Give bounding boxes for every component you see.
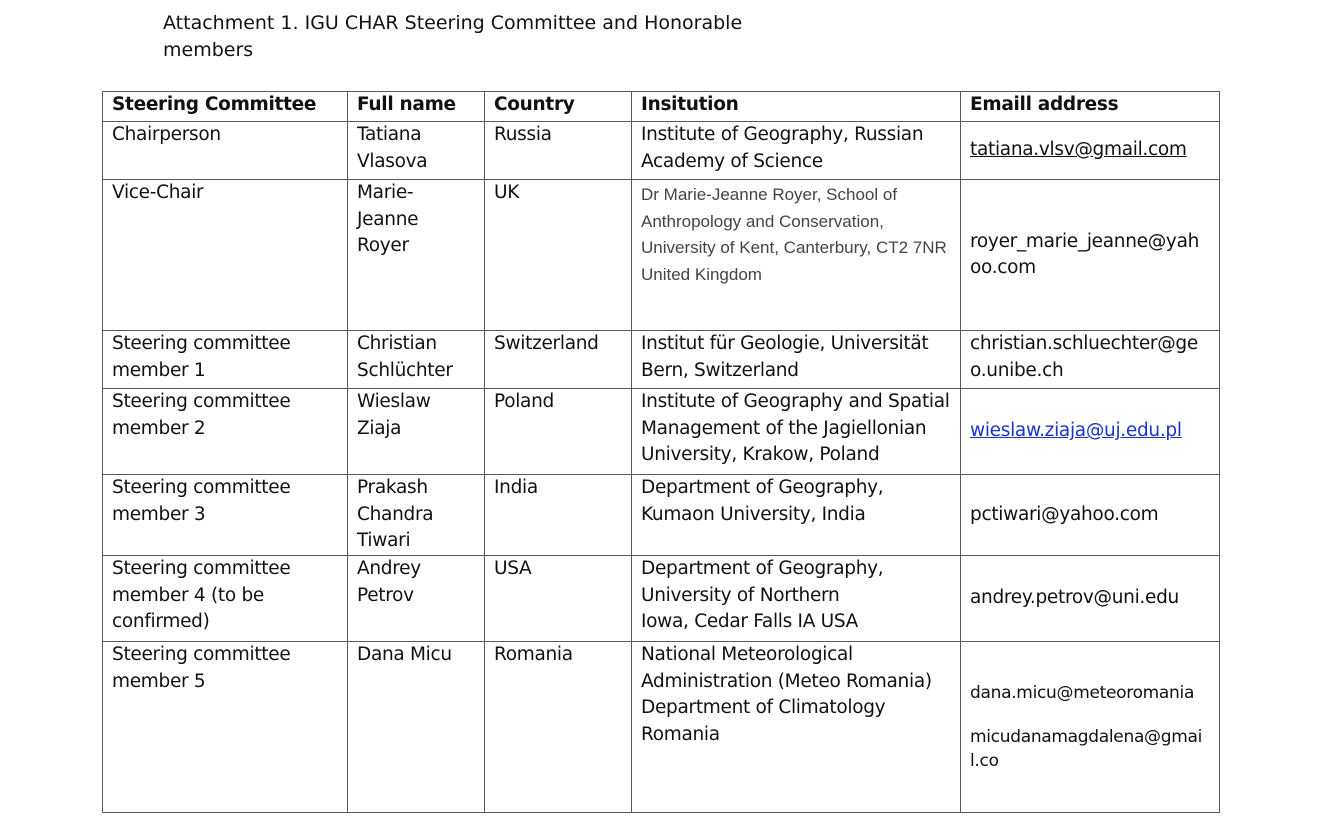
cell-role: Steering committee member 3: [103, 475, 348, 556]
cell-email: [961, 180, 1220, 331]
header-country: Country: [485, 92, 632, 122]
cell-name: [348, 180, 485, 331]
table-row: [103, 642, 1220, 813]
cell-role: Steering committee member 5: [103, 642, 348, 813]
cell-role: Steering committee member 1: [103, 331, 348, 389]
institution-text: National Meteorological Administration (Meteo Romania) Department of Climatology Romania: [641, 644, 932, 745]
cell-institution: [632, 475, 961, 556]
header-full-name: Full name: [348, 92, 485, 122]
header-email: Emaill address: [961, 92, 1220, 122]
email-link[interactable]: wieslaw.ziaja@uj.edu.pl: [970, 420, 1182, 442]
table-row: [103, 389, 1220, 475]
cell-email: pctiwari@yahoo.com: [961, 475, 1220, 556]
cell-country: Switzerland: [485, 331, 632, 389]
table-row: [103, 475, 1220, 556]
email-gap: [970, 705, 1210, 725]
name-text: Prakash Chandra Tiwari: [357, 477, 434, 551]
cell-role: Steering committee member 2: [103, 389, 348, 475]
cell-name: Christian Schlüchter: [348, 331, 485, 389]
email-text: royer_marie_jeanne@yahoo.com: [970, 230, 1200, 278]
cell-country: UK: [485, 180, 632, 331]
cell-name: [348, 475, 485, 556]
role-text: Steering committee member 4 (to be confirmed): [112, 558, 291, 632]
cell-institution: [632, 180, 961, 331]
cell-role: [103, 556, 348, 642]
cell-role: Chairperson: [103, 122, 348, 180]
steering-committee-table: [102, 91, 1220, 813]
table-header-row: [103, 92, 1220, 122]
cell-name: [348, 389, 485, 475]
cell-country: Poland: [485, 389, 632, 475]
document-title: Attachment 1. IGU CHAR Steering Committee and Honorable members: [163, 12, 743, 61]
cell-role: Vice-Chair: [103, 180, 348, 331]
email-text: dana.micu@meteoromania: [970, 683, 1195, 703]
header-steering-committee: Steering Committee: [103, 92, 348, 122]
table-row: [103, 180, 1220, 331]
email-text: christian.schluechter@geo.unibe.ch: [970, 333, 1198, 381]
cell-email: [961, 122, 1220, 180]
institution-text: Department of Geography, Kumaon University, India: [641, 477, 884, 525]
email-link[interactable]: tatiana.vlsv@gmail.com: [970, 139, 1187, 161]
cell-name: Dana Micu: [348, 642, 485, 813]
institution-text: Department of Geography, University of Northern Iowa, Cedar Falls IA USA: [641, 558, 884, 632]
cell-email: [961, 642, 1220, 813]
table-row: [103, 556, 1220, 642]
cell-institution: Institut für Geologie, Universität Bern, Switzerland: [632, 331, 961, 389]
cell-email: [961, 389, 1220, 475]
cell-email: [961, 331, 1220, 389]
name-text: Tatiana Vlasova: [357, 124, 428, 172]
cell-country: India: [485, 475, 632, 556]
cell-name: [348, 556, 485, 642]
cell-country: Russia: [485, 122, 632, 180]
cell-institution: [632, 642, 961, 813]
table-row: [103, 122, 1220, 180]
cell-country: USA: [485, 556, 632, 642]
cell-institution: Institute of Geography, Russian Academy of Science: [632, 122, 961, 180]
name-text: Marie-Jeanne Royer: [357, 182, 419, 256]
header-institution: Insitution: [632, 92, 961, 122]
cell-institution: Institute of Geography and Spatial Management of the Jagiellonian University, Krakow, Poland: [632, 389, 961, 475]
name-text: Andrey Petrov: [357, 558, 421, 606]
name-text: Wieslaw Ziaja: [357, 391, 431, 439]
institution-text: Dr Marie-Jeanne Royer, School of Anthropology and Conservation, University of Kent, Canterbury, CT2 7NR United Kingdom: [641, 185, 947, 284]
cell-institution: [632, 556, 961, 642]
cell-name: [348, 122, 485, 180]
cell-country: Romania: [485, 642, 632, 813]
cell-email: andrey.petrov@uni.edu: [961, 556, 1220, 642]
table-row: [103, 331, 1220, 389]
email-text-secondary: micudanamagdalena@gmail.co: [970, 727, 1203, 771]
